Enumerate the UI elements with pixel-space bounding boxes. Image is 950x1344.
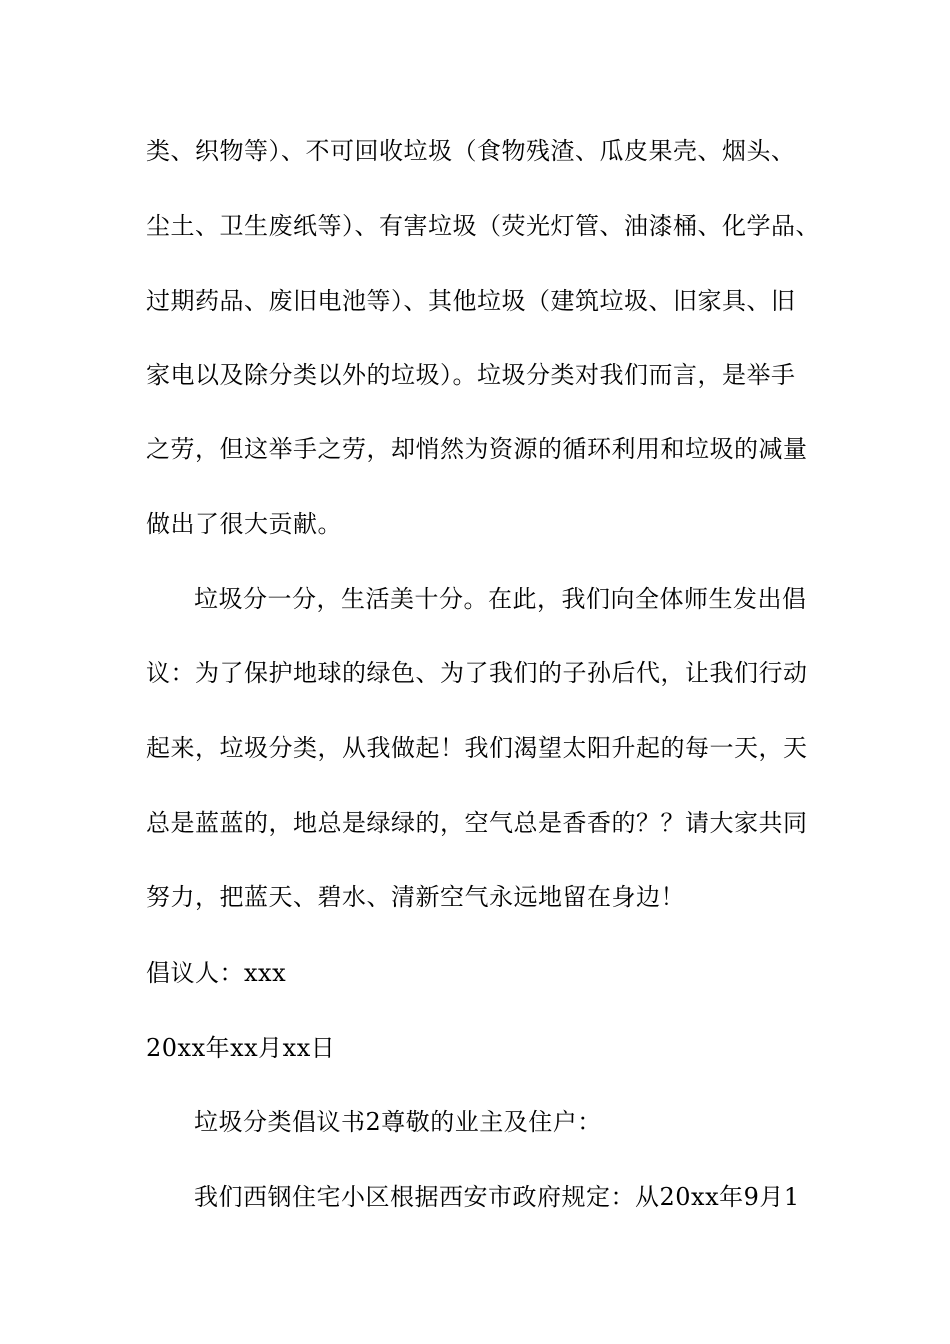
paragraph-line: 之劳，但这举手之劳，却悄然为资源的循环利用和垃圾的减量 <box>146 435 808 463</box>
paragraph-line: 垃圾分一分，生活美十分。在此，我们向全体师生发出倡 <box>194 585 807 613</box>
paragraph-line: 过期药品、废旧电池等）、其他垃圾（建筑垃圾、旧家具、旧 <box>146 287 796 315</box>
paragraph-line: 尘土、卫生废纸等）、有害垃圾（荧光灯管、油漆桶、化学品、 <box>146 212 820 240</box>
paragraph-line: 总是蓝蓝的，地总是绿绿的，空气总是香香的？？请大家共同 <box>146 809 808 837</box>
paragraph-line: 类、织物等）、不可回收垃圾（食物残渣、瓜皮果壳、烟头、 <box>146 137 796 165</box>
paragraph-line: 议：为了保护地球的绿色、为了我们的子孙后代，让我们行动 <box>146 659 808 687</box>
paragraph-line: 做出了很大贡献。 <box>146 510 342 538</box>
paragraph-line: 家电以及除分类以外的垃圾）。垃圾分类对我们而言，是举手 <box>146 361 796 389</box>
paragraph-line: 起来，垃圾分类，从我做起！我们渴望太阳升起的每一天，天 <box>146 734 808 762</box>
signature-line: 倡议人：xxx <box>146 959 287 987</box>
date-line: 20xx年xx月xx日 <box>146 1034 336 1062</box>
paragraph-line: 努力，把蓝天、碧水、清新空气永远地留在身边！ <box>146 883 685 911</box>
paragraph-line: 我们西钢住宅小区根据西安市政府规定：从20xx年9月1 <box>194 1183 800 1211</box>
section-heading-line: 垃圾分类倡议书2尊敬的业主及住户： <box>194 1108 602 1136</box>
